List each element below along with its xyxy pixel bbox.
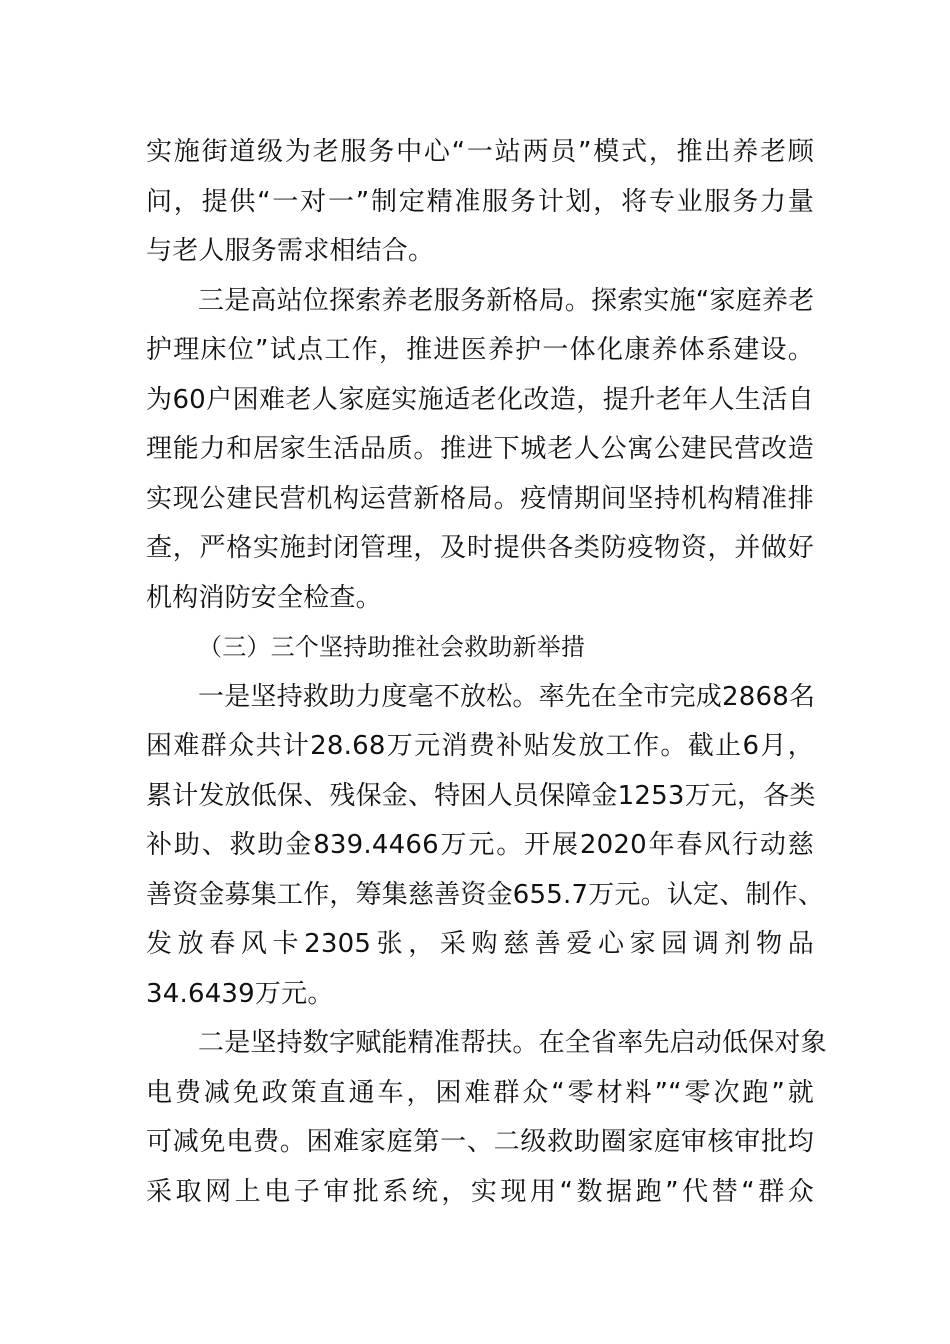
text-line: 机构消防安全检查。 [146, 582, 382, 613]
text-line: 二是坚持数字赋能精准帮扶。在全省率先启动低保对象 [198, 1028, 827, 1058]
section-heading [146, 623, 814, 673]
text-line: 发放春风卡2305张，采购慈善爱心家园调剂物品 [146, 929, 814, 959]
text-line: 可减免电费。困难家庭第一、二级救助圈家庭审核审批均 [146, 1127, 814, 1157]
paragraph-elderly-care-pattern [146, 277, 814, 624]
text-line: 查，严格实施封闭管理，及时提供各类防疫物资，并做好 [146, 533, 814, 563]
text-line: 与老人服务需求相结合。 [146, 236, 435, 266]
text-line: 为60户困难老人家庭实施适老化改造，提升老年人生活自 [146, 384, 814, 415]
text-line: 理能力和居家生活品质。推进下城老人公寓公建民营改造 [146, 434, 814, 464]
text-line: 护理床位”试点工作，推进医养护一体化康养体系建设。 [146, 335, 814, 365]
text-line: 实现公建民营机构运营新格局。疫情期间坚持机构精准排 [146, 483, 814, 514]
text-line: 电费减免政策直通车，困难群众“零材料”“零次跑”就 [146, 1077, 814, 1108]
text-line: 实施街道级为老服务中心“一站两员”模式，推出养老顾 [146, 137, 814, 167]
text-line: 采取网上电子审批系统，实现用“数据跑”代替“群众 [146, 1176, 814, 1207]
text-line: 一是坚持救助力度毫不放松。率先在全市完成2868名 [198, 681, 816, 712]
paragraph-digital-empowerment [146, 1019, 827, 1217]
paragraph-service-center [146, 128, 814, 277]
text-line: 累计发放低保、残保金、特困人员保障金1253万元，各类 [146, 780, 816, 811]
text-line: 善资金募集工作，筹集慈善资金655.7万元。认定、制作、 [146, 879, 825, 910]
section-heading-text: （三）三个坚持助推社会救助新举措 [198, 633, 586, 661]
text-line: 困难群众共计28.68万元消费补贴发放工作。截止6月， [146, 731, 814, 761]
text-line: 问，提供“一对一”制定精准服务计划，将专业服务力量 [146, 186, 814, 217]
paragraph-assistance-efforts [146, 673, 825, 1020]
text-line: 三是高站位探索养老服务新格局。探索实施“家庭养老 [198, 285, 815, 316]
document-body [146, 128, 827, 1217]
text-line: 补助、救助金839.4466万元。开展2020年春风行动慈 [146, 830, 814, 860]
text-line: 34.6439万元。 [146, 978, 334, 1009]
